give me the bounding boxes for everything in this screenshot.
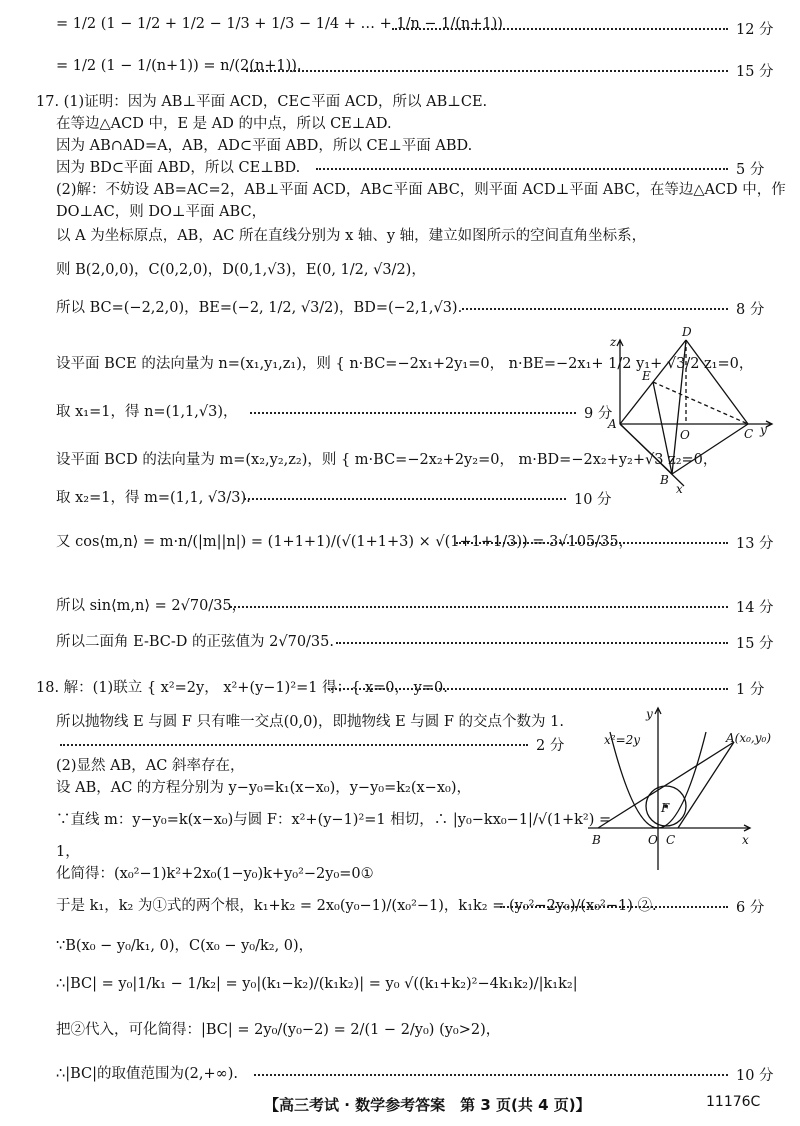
- answer-line: 17. (1)证明：因为 AB⊥平面 ACD，CE⊂平面 ACD，所以 AB⊥CE.: [36, 94, 488, 110]
- line-AB: [598, 742, 734, 828]
- answer-line: 取 x₁=1，得 n=(1,1,√3)，: [56, 404, 238, 420]
- answer-line: 在等边△ACD 中，E 是 AD 的中点，所以 CE⊥AD.: [56, 116, 392, 132]
- answer-line: ∵直线 m：y−y₀=k(x−x₀)与圆 F：x²+(y−1)²=1 相切，∴ |y₀−kx₀−1|/√(1+k²) =: [56, 812, 612, 828]
- label-F: F: [661, 801, 670, 815]
- edge-EB: [653, 382, 672, 474]
- answer-line: 所以二面角 E-BC-D 的正弦值为 2√70/35.: [56, 634, 334, 650]
- answer-line: 所以抛物线 E 与圆 F 只有唯一交点(0,0)，即抛物线 E 与圆 F 的交点个数为 1.: [56, 714, 564, 730]
- answer-line: 所以 BC=(−2,2,0)，BE=(−2, 1/2, √3/2)，BD=(−2,1,√3).: [56, 300, 463, 316]
- edge-AB: [620, 424, 672, 474]
- answer-line: 因为 AB∩AD=A，AB，AD⊂平面 ABD，所以 CE⊥平面 ABD.: [56, 138, 473, 154]
- score-label: 2 分: [536, 738, 565, 754]
- leader-dots: [254, 1074, 728, 1076]
- answer-line: 又 cos⟨m,n⟩ = m·n/(|m||n|) = (1+1+1)/(√(1+1+3) × √(1+1+1/3)) = 3√105/35，: [56, 534, 634, 550]
- answer-line: (2)解：不妨设 AB=AC=2，AB⊥平面 ACD，AB⊂平面 ABC，则平面 ACD⊥平面 ABC，在等边△ACD 中，作: [56, 182, 786, 198]
- answer-line: 则 B(2,0,0)，C(0,2,0)，D(0,1,√3)，E(0, 1/2, √3/2)，: [56, 262, 426, 278]
- answer-line: 于是 k₁，k₂ 为①式的两个根，k₁+k₂ = 2x₀(y₀−1)/(x₀²−1)，k₁k₂ = (y₀²−2y₀)/(x₀²−1) ②.: [56, 898, 657, 914]
- answer-line: ∴|BC| = y₀|1/k₁ − 1/k₂| = y₀|(k₁−k₂)/(k₁k₂)| = y₀ √((k₁+k₂)²−4k₁k₂)/|k₁k₂|: [56, 976, 578, 992]
- label-z: z: [610, 335, 617, 349]
- answer-line: ∴|BC|的取值范围为(2,+∞).: [56, 1066, 238, 1082]
- answer-line: 取 x₂=1，得 m=(1,1, √3/3).: [56, 490, 251, 506]
- score-label: 12 分: [736, 22, 774, 38]
- answer-line: ∵B(x₀ − y₀/k₁, 0)，C(x₀ − y₀/k₂, 0)，: [56, 938, 314, 954]
- label-x: x: [742, 833, 749, 847]
- score-label: 14 分: [736, 600, 774, 616]
- score-label: 10 分: [736, 1068, 774, 1084]
- footer-code: 11176C: [706, 1094, 761, 1110]
- label-C: C: [744, 427, 754, 441]
- leader-dots: [392, 28, 728, 30]
- leader-dots: [244, 498, 566, 500]
- label-y: y: [646, 707, 653, 721]
- label-O: O: [680, 428, 690, 442]
- label-x: x: [676, 482, 683, 496]
- leader-dots: [230, 606, 728, 608]
- label-A: A(x₀,y₀): [726, 731, 772, 745]
- label-parabola: x²=2y: [604, 733, 641, 747]
- answer-line: 设平面 BCE 的法向量为 n=(x₁,y₁,z₁)，则 { n·BC=−2x₁+2y₁=0， n·BE=−2x₁+ 1/2 y₁+ √3/2 z₁=0，: [56, 356, 754, 372]
- figure-pyramid: [600, 326, 780, 496]
- leader-dots: [250, 412, 576, 414]
- edge-DC: [686, 340, 748, 424]
- answer-line: 化简得：(x₀²−1)k²+2x₀(1−y₀)k+y₀²−2y₀=0①: [56, 866, 374, 882]
- score-label: 10 分: [574, 492, 612, 508]
- edge-DB: [672, 340, 686, 474]
- answer-line: = 1/2 (1 − 1/(n+1)) = n/(2(n+1)).: [56, 58, 302, 74]
- page-footer: [0, 1094, 800, 1118]
- label-B: B: [592, 833, 601, 847]
- leader-dots: [328, 688, 728, 690]
- score-label: 1 分: [736, 682, 765, 698]
- edge-EC: [653, 382, 748, 424]
- answer-line: 以 A 为坐标原点，AB，AC 所在直线分别为 x 轴、y 轴，建立如图所示的空间直角坐标系，: [56, 228, 647, 244]
- leader-dots: [500, 906, 728, 908]
- leader-dots: [316, 168, 728, 170]
- footer-title: 【高三考试 · 数学参考答案 第 3 页(共 4 页)】: [264, 1096, 591, 1114]
- label-C: C: [666, 833, 676, 847]
- score-label: 8 分: [736, 302, 765, 318]
- answer-line: 把②代入，可化简得：|BC| = 2y₀/(y₀−2) = 2/(1 − 2/y₀) (y₀>2)，: [56, 1022, 501, 1038]
- label-E: E: [642, 369, 651, 383]
- answer-line: 因为 BD⊂平面 ABD，所以 CE⊥BD.: [56, 160, 301, 176]
- line-AC: [678, 742, 734, 828]
- label-A: A: [608, 417, 617, 431]
- answer-line: 设 AB，AC 的方程分别为 y−y₀=k₁(x−x₀)，y−y₀=k₂(x−x₀)，: [56, 780, 471, 796]
- label-B: B: [660, 473, 669, 487]
- score-label: 5 分: [736, 162, 765, 178]
- score-label: 13 分: [736, 536, 774, 552]
- label-D: D: [682, 326, 692, 339]
- answer-line: (2)显然 AB，AC 斜率存在，: [56, 758, 245, 774]
- answer-line: = 1/2 (1 − 1/2 + 1/2 − 1/3 + 1/3 − 1/4 + … + 1/n − 1/(n+1)): [56, 16, 503, 32]
- score-label: 15 分: [736, 636, 774, 652]
- answer-line: DO⊥AC，则 DO⊥平面 ABC，: [56, 204, 267, 220]
- score-label: 9 分: [584, 406, 613, 422]
- label-O: O: [648, 833, 658, 847]
- leader-dots: [456, 542, 728, 544]
- leader-dots: [246, 70, 728, 72]
- answer-line: 设平面 BCD 的法向量为 m=(x₂,y₂,z₂)，则 { m·BC=−2x₂+2y₂=0， m·BD=−2x₂+y₂+√3 z₂=0，: [56, 452, 718, 468]
- label-y: y: [760, 423, 767, 437]
- answer-line: 18. 解：(1)联立 { x²=2y， x²+(y−1)²=1 得：{ x=0， y=0.: [36, 680, 448, 696]
- answer-line: 所以 sin⟨m,n⟩ = 2√70/35，: [56, 598, 247, 614]
- leader-dots: [336, 642, 728, 644]
- leader-dots: [462, 308, 728, 310]
- score-label: 15 分: [736, 64, 774, 80]
- score-label: 6 分: [736, 900, 765, 916]
- leader-dots: [60, 744, 528, 746]
- figure-parabola-circle: [580, 702, 780, 872]
- answer-line: 1，: [56, 844, 80, 860]
